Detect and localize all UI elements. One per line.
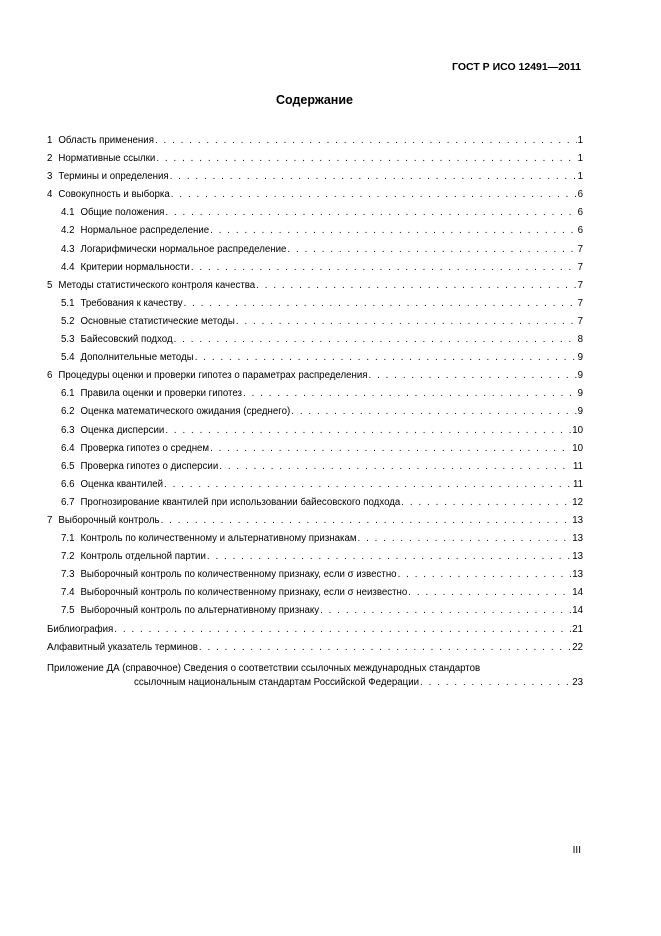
toc-entry-page: 7 (577, 279, 583, 291)
toc-entry-number: 4.2 (61, 225, 75, 237)
toc-entry-number: 4 (47, 189, 53, 201)
toc-entry-page: 11 (572, 478, 583, 490)
toc-entry[interactable] (47, 479, 583, 497)
toc-entry-number: 6.7 (61, 496, 75, 508)
toc-entry[interactable] (47, 153, 583, 171)
toc-entry-page: 14 (572, 605, 583, 617)
toc-entry-title: Оценка квантилей (80, 478, 164, 490)
dot-leader (174, 334, 577, 346)
toc-entry-title: Байесовский подход (80, 334, 173, 346)
dot-leader (199, 642, 571, 654)
toc-entry-number: 5.4 (61, 352, 75, 364)
toc-entry[interactable] (47, 642, 583, 660)
toc-entry-title: Нормальное распределение (80, 225, 210, 237)
toc-entry-page: 6 (577, 189, 583, 201)
toc-entry-number: 3 (47, 171, 53, 183)
toc-entry[interactable] (47, 443, 583, 461)
toc-entry-number: 7.3 (61, 569, 75, 581)
toc-entry-title: Выборочный контроль по альтернативному признаку (80, 605, 320, 617)
toc-entry-page: 13 (572, 514, 583, 526)
toc-entry[interactable] (47, 262, 583, 280)
toc-entry-title: Контроль по количественному и альтернативному признакам (80, 533, 357, 545)
dot-leader (207, 551, 571, 563)
toc-entry[interactable] (47, 352, 583, 370)
toc-entry-title: Логарифмически нормальное распределение (80, 243, 287, 255)
toc-entry[interactable] (47, 425, 583, 443)
dot-leader (236, 316, 577, 328)
dot-leader (398, 569, 572, 581)
toc-entry-page: 10 (572, 442, 583, 454)
toc-entry-page: 6 (577, 225, 583, 237)
toc-entry-title: Проверка гипотез о среднем (80, 442, 210, 454)
toc-entry-page: 9 (577, 352, 583, 364)
toc-entry[interactable] (47, 171, 583, 189)
toc-entry-number: 1 (47, 135, 53, 146)
toc-entry[interactable] (47, 605, 583, 623)
dot-leader (195, 352, 577, 364)
toc-entry-number: 5.1 (61, 297, 75, 309)
dot-leader (184, 298, 577, 310)
toc-entry-title: Основные статистические методы (80, 315, 235, 327)
toc-entry[interactable] (47, 515, 583, 533)
toc-entry-page: 6 (577, 207, 583, 219)
toc-entry-number: 6.3 (61, 424, 75, 436)
toc-entry-title: Критерии нормальности (80, 261, 190, 273)
toc-entry-number: 4.1 (61, 207, 75, 219)
toc-entry-title: Алфавитный указатель терминов (47, 641, 198, 653)
toc-entry-title: Выборочный контроль по количественному признаку, если σ известно (80, 569, 397, 581)
dot-leader (243, 388, 577, 400)
page-title: Содержание (275, 93, 353, 107)
toc-entry-title: Дополнительные методы (80, 352, 194, 364)
toc-entry[interactable] (47, 497, 583, 515)
toc-entry-page: 11 (572, 460, 583, 472)
dot-leader (420, 676, 571, 690)
dot-leader (165, 425, 571, 437)
toc-entry-title: Термины и определения (58, 171, 169, 183)
toc-entry-number: 6.4 (61, 442, 75, 454)
toc-entry-page: 7 (577, 261, 583, 273)
toc-entry-number: 2 (47, 153, 53, 165)
toc-entry[interactable] (47, 280, 583, 298)
annex-page-number: 23 (572, 676, 583, 688)
annex-title-line1: Приложение ДА (справочное) Сведения о соответствии ссылочных международных стандартов (47, 662, 481, 674)
toc-entry-page: 10 (572, 424, 583, 436)
toc-entry[interactable] (47, 370, 583, 388)
toc-annex-entry[interactable] (47, 662, 583, 690)
toc-entry[interactable] (47, 533, 583, 551)
toc-entry-number: 7 (47, 514, 53, 526)
page-number: III (572, 845, 581, 856)
toc-entry[interactable] (47, 406, 583, 424)
toc-entry-title: Требования к качеству (80, 297, 183, 309)
toc-entry-page: 7 (577, 297, 583, 309)
toc-entry-page: 1 (577, 171, 583, 183)
toc-entry-number: 6 (47, 370, 53, 382)
toc-entry[interactable] (47, 225, 583, 243)
dot-leader (256, 280, 576, 292)
dot-leader (210, 225, 576, 237)
toc-entry-number: 6.6 (61, 478, 75, 490)
toc-entry-title: Оценка математического ожидания (среднего) (80, 406, 291, 418)
dot-leader (161, 515, 572, 527)
toc-entry-page: 13 (572, 533, 583, 545)
toc-entry-title: Методы статистического контроля качества (58, 279, 256, 291)
dot-leader (155, 135, 577, 147)
toc-entry[interactable] (47, 334, 583, 352)
toc-entry[interactable] (47, 569, 583, 587)
toc-entry[interactable] (47, 461, 583, 479)
toc-entry-page: 9 (577, 370, 583, 382)
toc-entry-number: 7.2 (61, 551, 75, 563)
dot-leader (156, 153, 576, 165)
toc-entry-title: Общие положения (80, 207, 165, 219)
toc-entry-page: 13 (572, 551, 583, 563)
toc-entry[interactable] (47, 189, 583, 207)
table-of-contents (47, 135, 583, 690)
toc-entry-title: Выборочный контроль (58, 514, 160, 526)
toc-entry-number: 4.4 (61, 261, 75, 273)
annex-title-line2: ссылочным национальным стандартам Российской Федерации (134, 676, 420, 688)
dot-leader (191, 262, 577, 274)
toc-entry-page: 9 (577, 388, 583, 400)
toc-entry-number: 5.3 (61, 334, 75, 346)
dot-leader (170, 171, 577, 183)
dot-leader (287, 244, 576, 256)
toc-entry[interactable] (47, 551, 583, 569)
toc-entry[interactable] (47, 207, 583, 225)
dot-leader (219, 461, 572, 473)
toc-entry-number: 5.2 (61, 315, 75, 327)
dot-leader (165, 207, 576, 219)
toc-entry-number: 5 (47, 279, 53, 291)
toc-entry-number: 6.5 (61, 460, 75, 472)
dot-leader (358, 533, 572, 545)
dot-leader (164, 479, 572, 491)
toc-entry-page: 13 (572, 569, 583, 581)
toc-entry[interactable] (47, 298, 583, 316)
dot-leader (320, 605, 571, 617)
toc-entry-title: Прогнозирование квантилей при использовании байесовского подхода (80, 496, 401, 508)
dot-leader (408, 587, 571, 599)
toc-entry-title: Проверка гипотез о дисперсии (80, 460, 219, 472)
toc-entry-number: 7.4 (61, 587, 75, 599)
dot-leader (401, 497, 571, 509)
toc-entry-number: 7.5 (61, 605, 75, 617)
toc-entry[interactable] (47, 587, 583, 605)
dot-leader (369, 370, 577, 382)
dot-leader (171, 189, 577, 201)
toc-entry-title: Библиография (47, 623, 114, 635)
dot-leader (291, 406, 576, 418)
toc-entry-page: 22 (572, 641, 583, 653)
toc-entry-page: 7 (577, 243, 583, 255)
toc-entry-title: Правила оценки и проверки гипотез (80, 388, 242, 400)
toc-entry-page: 7 (577, 315, 583, 327)
toc-entry[interactable] (47, 244, 583, 262)
toc-entry-title: Процедуры оценки и проверки гипотез о параметрах распределения (58, 370, 368, 382)
toc-entry[interactable] (47, 624, 583, 642)
toc-entry-title: Нормативные ссылки (58, 153, 156, 165)
dot-leader (210, 443, 571, 455)
annex-title-line2-row (47, 676, 583, 690)
toc-entry-page: 1 (577, 153, 583, 165)
toc-entry[interactable] (47, 316, 583, 334)
toc-entry-title: Оценка дисперсии (80, 424, 165, 436)
dot-leader (114, 624, 571, 636)
toc-entry-page: 12 (572, 496, 583, 508)
toc-entry-page: 9 (577, 406, 583, 418)
toc-entry-title: Контроль отдельной партии (80, 551, 206, 563)
document-standard-header: ГОСТ Р ИСО 12491—2011 (452, 61, 581, 73)
toc-entry-number: 4.3 (61, 243, 75, 255)
toc-entry-page: 1 (577, 135, 583, 146)
toc-entry-title: Выборочный контроль по количественному признаку, если σ неизвестно (80, 587, 408, 599)
toc-entry-title: Совокупность и выборка (58, 189, 170, 201)
toc-entry-number: 6.1 (61, 388, 75, 400)
toc-entry[interactable] (47, 135, 583, 153)
toc-entry-number: 7.1 (61, 533, 75, 545)
toc-entry[interactable] (47, 388, 583, 406)
toc-entry-page: 8 (577, 334, 583, 346)
toc-entry-number: 6.2 (61, 406, 75, 418)
toc-entry-page: 14 (572, 587, 583, 599)
toc-entry-title: Область применения (58, 135, 154, 146)
toc-entry-page: 21 (572, 623, 583, 635)
